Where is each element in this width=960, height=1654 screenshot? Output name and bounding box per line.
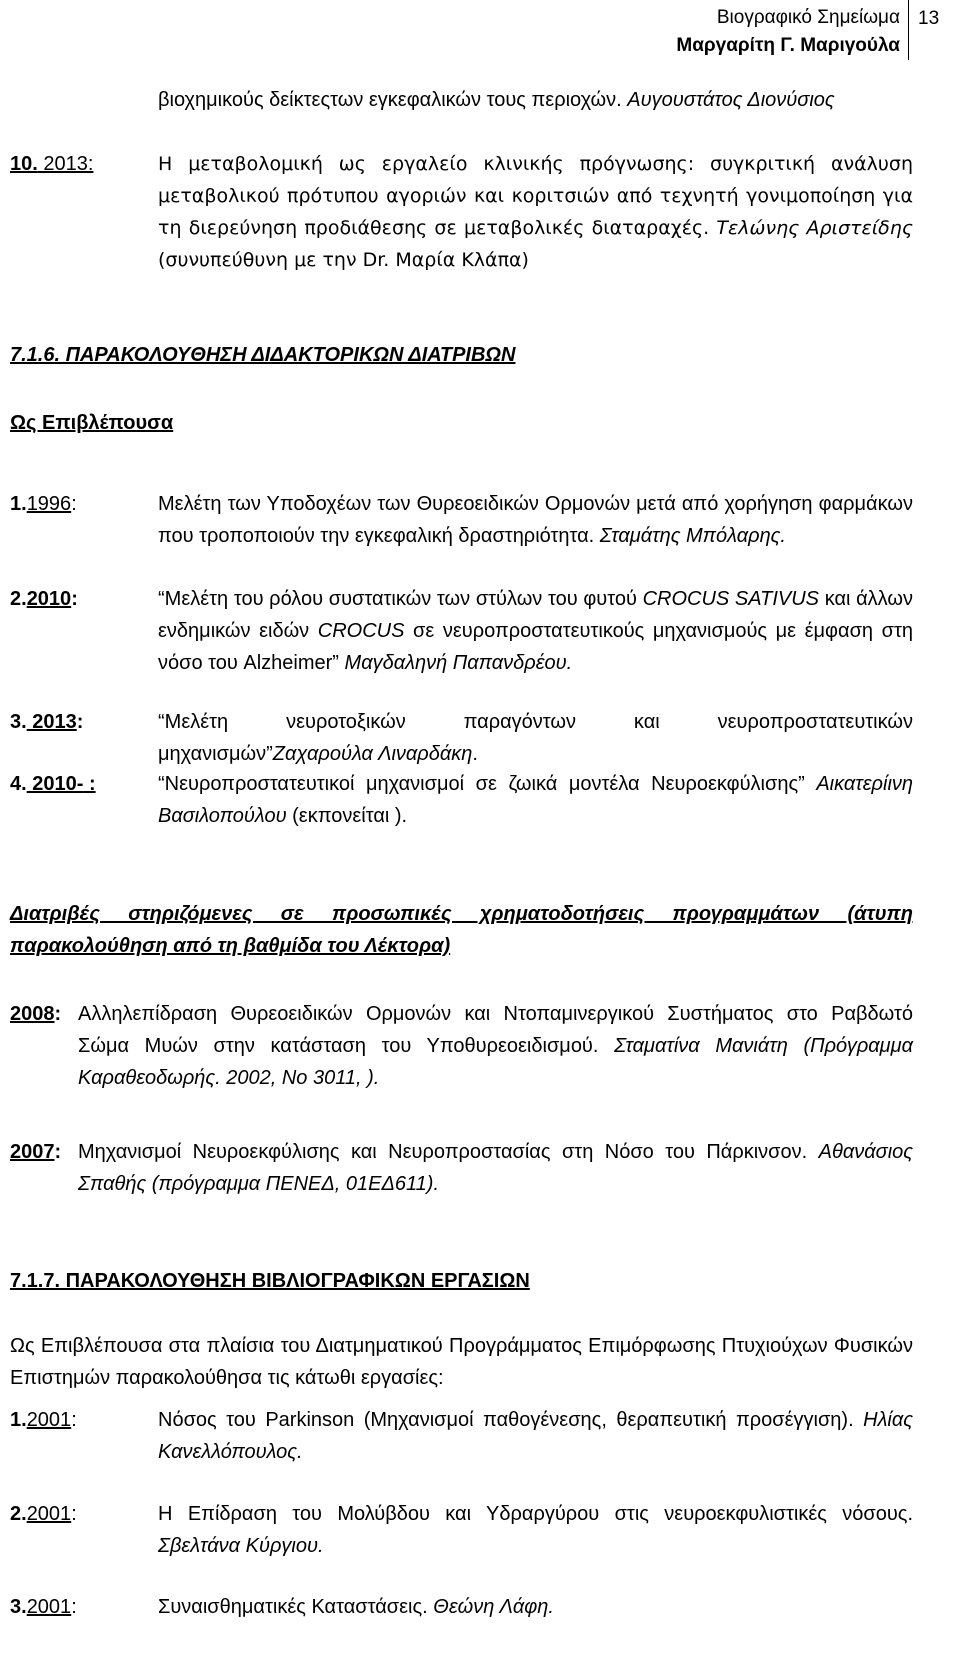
header-divider [908,0,909,60]
bibliographic-work-item: 3.2001: Συναισθηματικές Καταστάσεις. Θεώνη Λάφη. [10,1596,554,1618]
continued-text: βιοχημικούς δείκτεςτων εγκεφαλικών τους περιοχών. [158,89,622,111]
student-name: Θεώνη Λάφη. [433,1596,554,1618]
header-author: Μαργαρίτη Γ. Μαριγούλα [676,35,900,56]
student-name: Σβελτάνα Κύργιου. [158,1535,324,1557]
student-name: Σταμάτης Μπόλαρης. [599,525,786,547]
supported-theses-heading: Διατριβές στηριζόμενες σε προσωπικές χρηματοδοτήσεις προγραμμάτων (άτυπη παρακολούθηση από τη βαθμίδα του Λέκτορα) [10,903,913,957]
student-name: Αικατερίινη Βασιλοπούλου [158,773,913,827]
supported-thesis-item: 2008: Αλληλεπίδραση Θυρεοειδικών Ορμονών και Ντοπαμινεργικού Συστήματος στο Ραβδωτό Σώμα Μυών στην κατάσταση του Υποθυρεοειδισμού. Σταματίνα Μανιάτη (Πρόγραμμα Καραθεοδωρής. 2002, Νο 3011, ). [10,1003,913,1089]
student-name: Αθανάσιος Σπαθής (πρόγραμμα ΠΕΝΕΔ, 01ΕΔ611). [78,1141,913,1195]
thesis-item: 1.1996: Μελέτη των Υποδοχέων των Θυρεοειδικών Ορμονών μετά από χορήγηση φαρμάκων που τροποποιούν την εγκεφαλική δραστηριότητα. Σταμάτης Μπόλαρης. [10,493,913,547]
continued-entry [10,84,913,116]
student-name: Μαγδαληνή Παπανδρέου. [344,652,573,674]
student-name: Τελώνης Αριστείδης [716,217,913,239]
header-title: Βιογραφικό Σημείωμα [716,7,900,28]
page-number: 13 [918,8,940,29]
bibliographic-work-item: 2.2001: Η Επίδραση του Μολύβδου και Υδραργύρου στις νευροεκφυλιστικές νόσους. Σβελτάνα Κύργιου. [10,1503,913,1557]
section-intro: Ως Επιβλέπουσα στα πλαίσια του Διατμηματικού Προγράμματος Επιμόρφωσης Πτυχιούχων Φυσικών Επιστημών παρακολούθησα τις κάτωθι εργασίες: [10,1335,913,1389]
bibliographic-work-item: 1.2001: Νόσος του Parkinson (Μηχανισμοί παθογένεσης, θεραπευτική προσέγγιση). Ηλίας Κανελλόπουλος. [10,1409,913,1463]
running-header [676,4,900,60]
student-name: Ζαχαρούλα Λιναρδάκη [272,743,473,765]
continued-student-name: Αυγουστάτος Διονύσιος [627,89,835,111]
thesis-item: 4. 2010- : “Νευροπροστατευτικοί μηχανισμοί σε ζωικά μοντέλα Νευροεκφύλισης” Αικατερίινη Βασιλοπούλου (εκπονείται ). [10,773,913,827]
thesis-title: Μελέτη των Υποδοχέων των Θυρεοειδικών Ορμονών μετά από χορήγηση φαρμάκων που τροποποιούν την εγκεφαλική δραστηριότητα. [158,493,913,547]
item-text: Η μεταβολομική ως εργαλείο κλινικής πρόγνωσης: συγκριτική ανάλυση μεταβολικού πρότυπου αγοριών και κοριτσιών από τεχνητή γονιμοποίηση για τη διερεύνηση προδιάθεσης σε μεταβολικές διαταραχές. [158,153,913,239]
supported-thesis-item: 2007: Μηχανισμοί Νευροεκφύλισης και Νευροπροστασίας στη Νόσο του Πάρκινσον. Αθανάσιος Σπαθής (πρόγραμμα ΠΕΝΕΔ, 01ΕΔ611). [10,1141,913,1195]
section-heading-7-1-7: 7.1.7. ΠΑΡΑΚΟΛΟΥΘΗΣΗ ΒΙΒΛΙΟΓΡΑΦΙΚΩΝ ΕΡΓΑΣΙΩΝ [10,1270,530,1292]
thesis-item: 3. 2013: “Μελέτη νευροτοξικών παραγόντων και νευροπροστατευτικών μηχανισμών”Ζαχαρούλα Λιναρδάκη. [10,711,913,765]
list-item-10 [10,148,913,276]
item-label: 10. 2013: [10,153,94,175]
supervisor-subheading: Ως Επιβλέπουσα [10,412,174,434]
student-name: Ηλίας Κανελλόπουλος. [158,1409,913,1463]
student-name: Σταματίνα Μανιάτη (Πρόγραμμα Καραθεοδωρής. 2002, Νο 3011, ). [78,1035,913,1089]
thesis-item: 2.2010: “Μελέτη του ρόλου συστατικών των στύλων του φυτού CROCUS SATIVUS και άλλων ενδημικών ειδών CROCUS σε νευροπροστατευτικούς μηχανισμούς με έμφαση στη νόσο του Alzheimer” Μαγδαληνή Παπανδρέου. [10,588,913,674]
section-heading-7-1-6: 7.1.6. ΠΑΡΑΚΟΛΟΥΘΗΣΗ ΔΙΔΑΚΤΟΡΙΚΩΝ ΔΙΑΤΡΙΒΩΝ [10,344,516,366]
item-suffix: (συνυπεύθυνη με την Dr. Μαρία Κλάπα) [158,249,529,271]
